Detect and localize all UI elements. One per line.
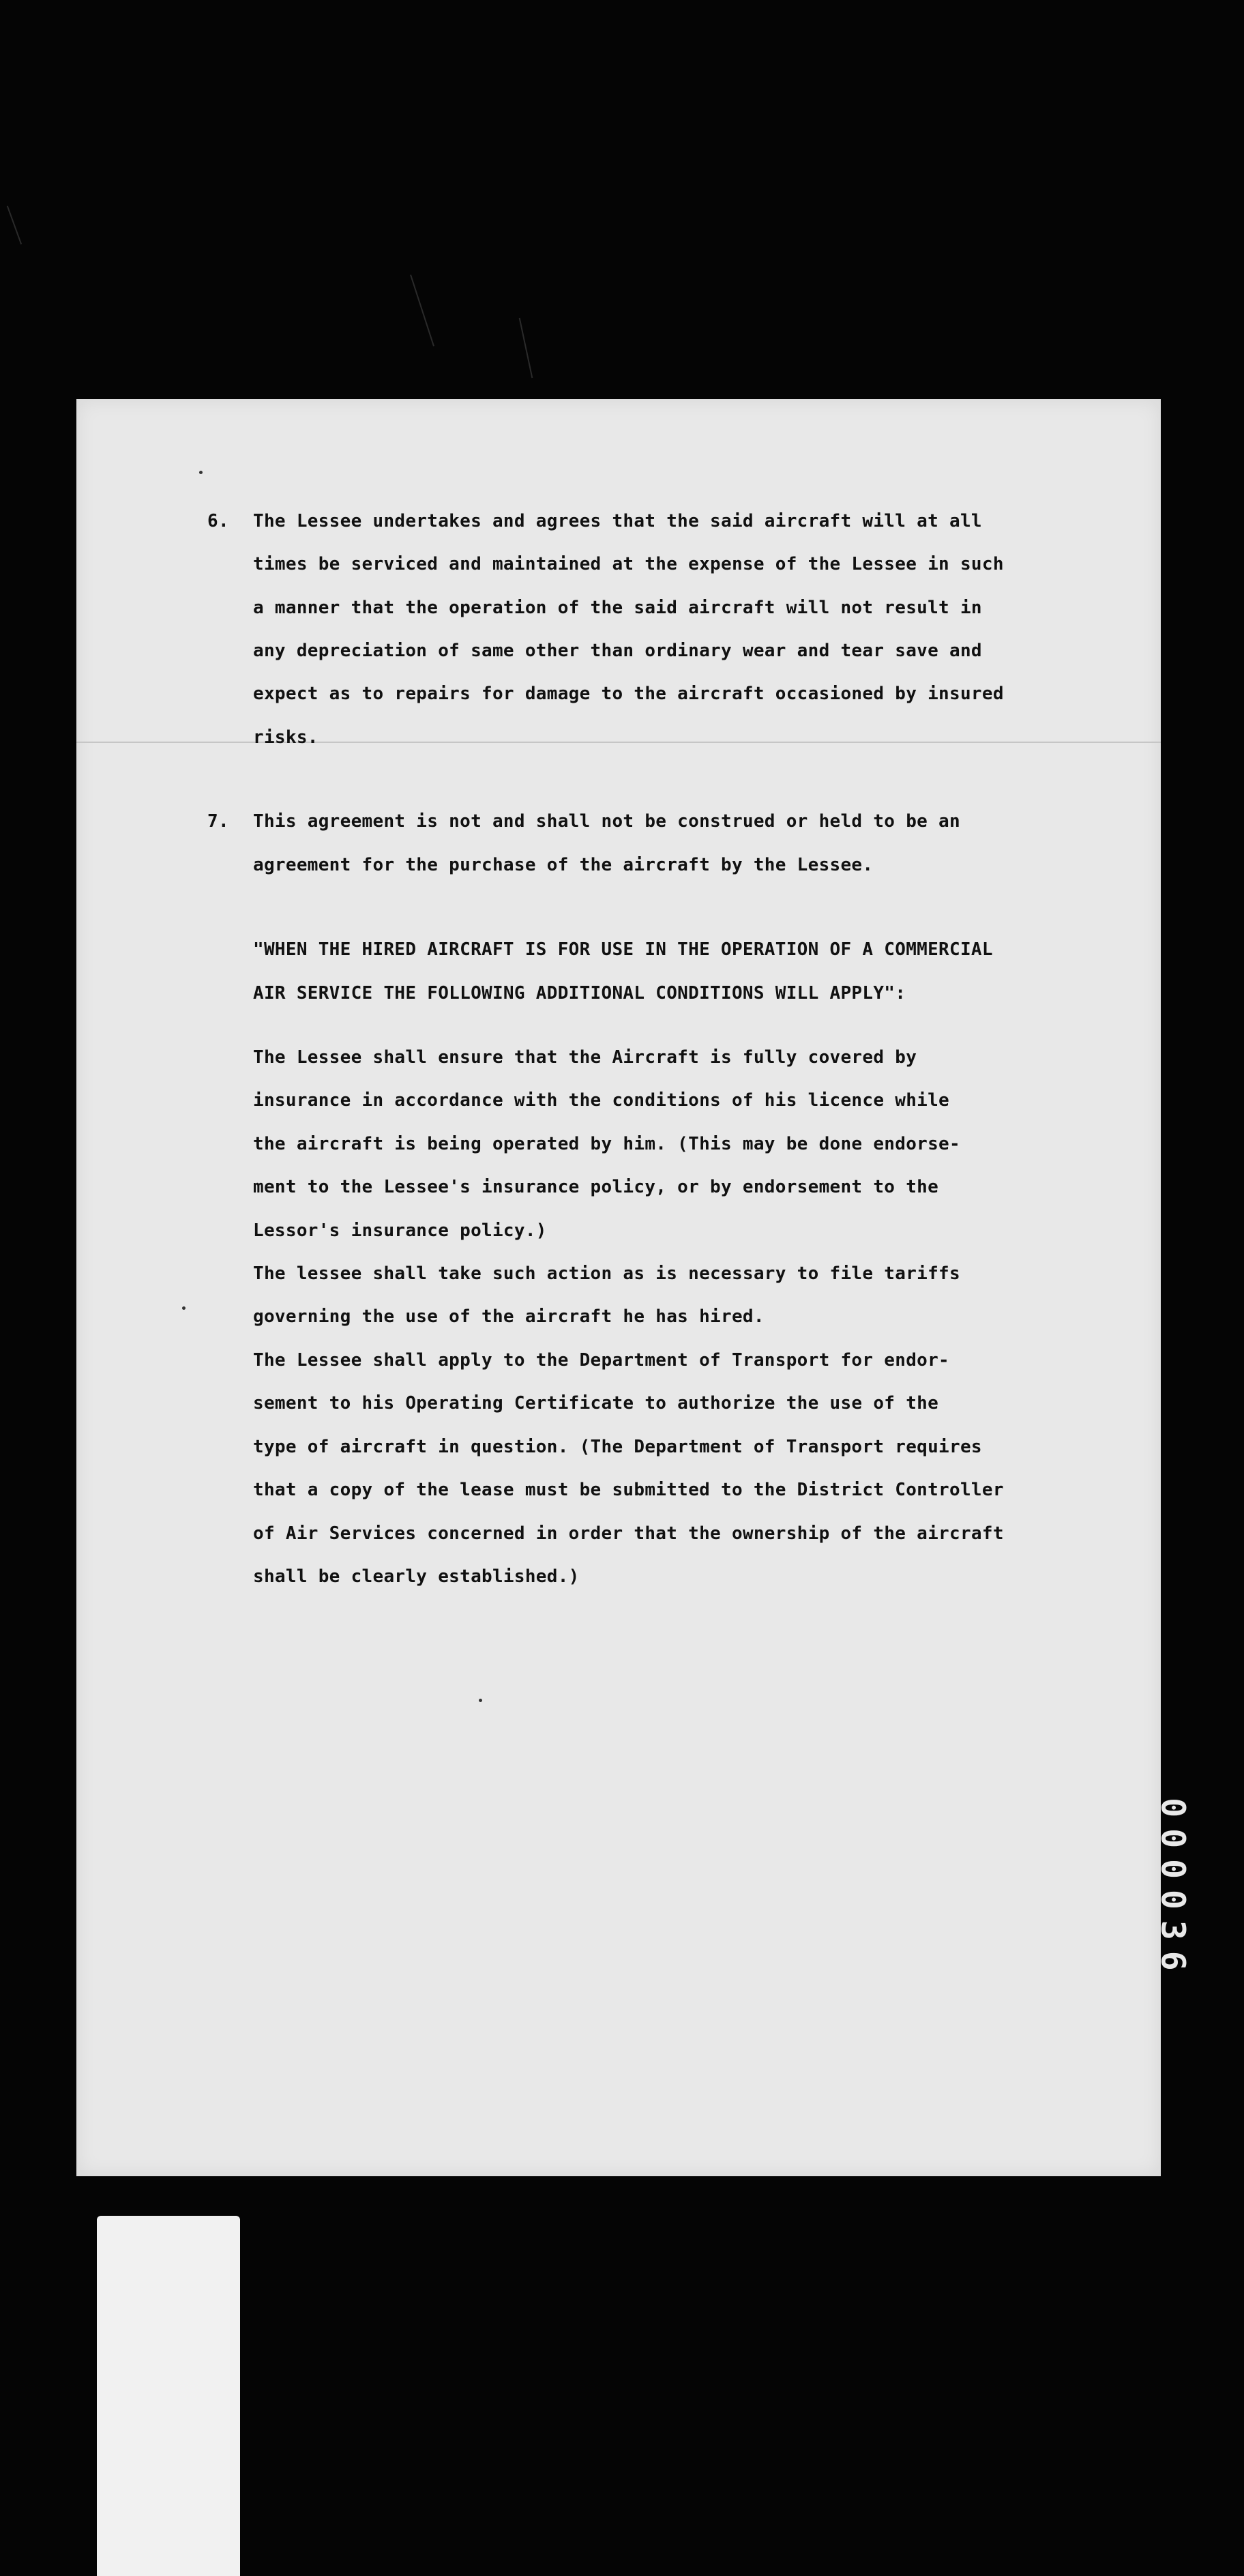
film-scratch: [410, 274, 434, 346]
commercial-heading-line: "WHEN THE HIRED AIRCRAFT IS FOR USE IN THE OPERATION OF A COMMERCIAL: [253, 939, 993, 960]
condition-line: shall be clearly established.): [253, 1566, 580, 1587]
clause-6-line: risks.: [253, 727, 319, 748]
film-scratch: [519, 318, 533, 378]
clause-7-line: agreement for the purchase of the aircraft by the Lessee.: [253, 855, 874, 875]
frame-number-stamp: [1153, 1767, 1194, 2012]
commercial-heading-line: AIR SERVICE THE FOLLOWING ADDITIONAL CONDITIONS WILL APPLY":: [253, 983, 906, 1004]
condition-line: of Air Services concerned in order that the ownership of the aircraft: [253, 1523, 1004, 1544]
fold-line: [76, 742, 1161, 743]
condition-line: ment to the Lessee's insurance policy, or by endorsement to the: [253, 1177, 939, 1197]
condition-line: governing the use of the aircraft he has hired.: [253, 1306, 765, 1327]
clause-6-line: any depreciation of same other than ordinary wear and tear save and: [253, 641, 982, 661]
frame-number: 000036: [1154, 1798, 1193, 1982]
condition-line: the aircraft is being operated by him. (This may be done endorse-: [253, 1134, 960, 1154]
dust-speck: [199, 471, 203, 474]
clause-6-line: times be serviced and maintained at the expense of the Lessee in such: [253, 554, 1004, 574]
condition-line: that a copy of the lease must be submitted to the District Controller: [253, 1480, 1004, 1500]
clause-7-line: This agreement is not and shall not be construed or held to be an: [253, 811, 960, 832]
condition-line: type of aircraft in question. (The Department of Transport requires: [253, 1437, 982, 1457]
film-leader-card: [97, 2216, 240, 2576]
condition-line: Lessor's insurance policy.): [253, 1220, 547, 1241]
film-scratch: [7, 205, 22, 244]
clause-number: 6.: [207, 511, 229, 531]
clause-6-line: expect as to repairs for damage to the aircraft occasioned by insured: [253, 684, 1004, 704]
condition-line: The lessee shall take such action as is necessary to file tariffs: [253, 1263, 960, 1284]
clause-6-line: The Lessee undertakes and agrees that the said aircraft will at all: [253, 511, 982, 531]
document-page: [76, 399, 1161, 2176]
condition-line: insurance in accordance with the conditions of his licence while: [253, 1090, 950, 1111]
condition-line: sement to his Operating Certificate to authorize the use of the: [253, 1393, 939, 1414]
dust-speck: [479, 1699, 482, 1702]
clause-6-line: a manner that the operation of the said aircraft will not result in: [253, 598, 982, 618]
condition-line: The Lessee shall apply to the Department of Transport for endor-: [253, 1350, 950, 1371]
clause-number: 7.: [207, 811, 229, 832]
dust-speck: [182, 1306, 186, 1310]
condition-line: The Lessee shall ensure that the Aircraft is fully covered by: [253, 1047, 917, 1068]
